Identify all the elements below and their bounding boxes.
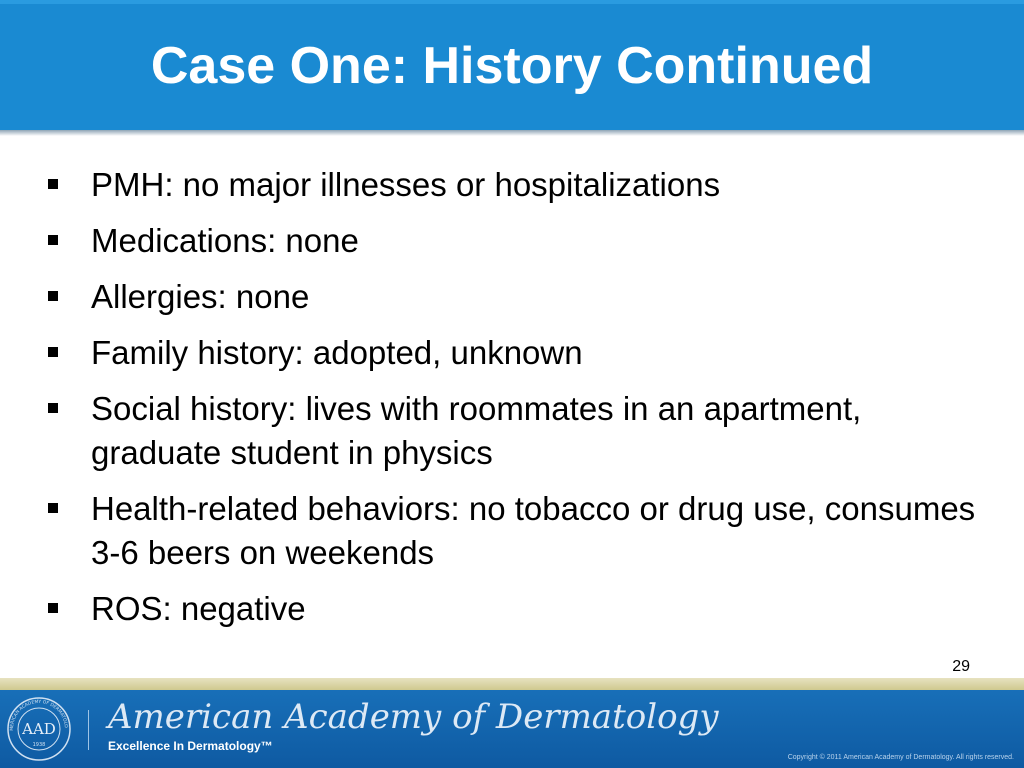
bullet-text: Family history: adopted, unknown xyxy=(91,334,583,371)
bullet-item xyxy=(40,331,1000,375)
square-bullet-icon xyxy=(48,235,58,245)
square-bullet-icon xyxy=(48,291,58,301)
bullet-item xyxy=(40,587,1000,631)
square-bullet-icon xyxy=(48,503,58,513)
bullet-text: Medications: none xyxy=(91,222,359,259)
aad-seal-icon xyxy=(6,696,72,762)
bullet-item xyxy=(40,387,1000,475)
bullet-text: ROS: negative xyxy=(91,590,306,627)
bullet-text: Health-related behaviors: no tobacco or drug use, consumes 3-6 beers on weekends xyxy=(91,490,976,571)
bullet-list xyxy=(40,163,1000,643)
seal-year: 1938 xyxy=(32,742,46,748)
footer-accent-band xyxy=(0,678,1024,690)
footer-bar xyxy=(0,690,1024,768)
square-bullet-icon xyxy=(48,403,58,413)
bullet-item xyxy=(40,219,1000,263)
title-bar-shadow xyxy=(0,130,1024,136)
bullet-text: Social history: lives with roommates in an apartment, graduate student in physics xyxy=(91,390,862,471)
square-bullet-icon xyxy=(48,179,58,189)
seal-ring-text: MERICAN ACADEMY OF DERMATOLO xyxy=(9,699,69,731)
organization-tagline: Excellence In Dermatology™ xyxy=(108,739,273,753)
square-bullet-icon xyxy=(48,603,58,613)
square-bullet-icon xyxy=(48,347,58,357)
bullet-text: Allergies: none xyxy=(91,278,310,315)
title-bar xyxy=(0,0,1024,130)
bullet-item xyxy=(40,163,1000,207)
footer-divider xyxy=(88,710,89,750)
bullet-text: PMH: no major illnesses or hospitalizations xyxy=(91,166,721,203)
page-number: 29 xyxy=(952,658,970,675)
copyright-notice: Copyright © 2011 American Academy of Dermatology. All rights reserved. xyxy=(787,754,1014,761)
bullet-item xyxy=(40,275,1000,319)
slide-title: Case One: History Continued xyxy=(150,37,874,95)
bullet-item xyxy=(40,487,1000,575)
seal-text: AAD xyxy=(22,720,56,738)
organization-name: American Academy of Dermatology xyxy=(108,697,719,737)
